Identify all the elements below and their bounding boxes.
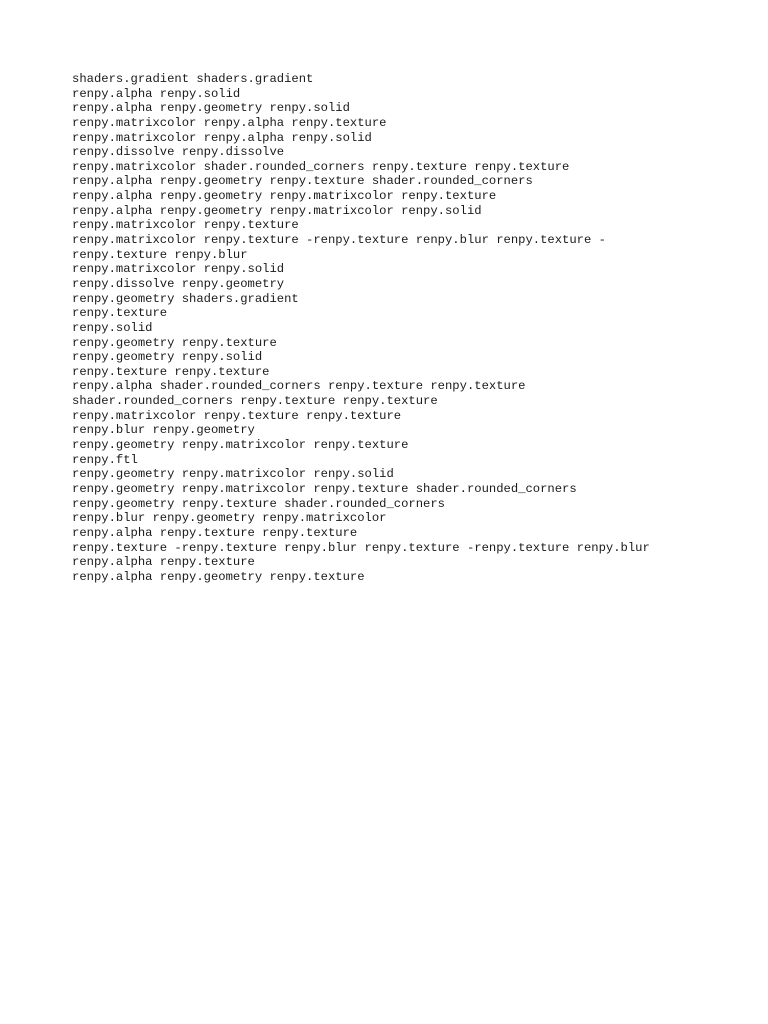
text-line: renpy.matrixcolor renpy.texture -renpy.texture renpy.blur renpy.texture - [72, 233, 606, 248]
text-line: renpy.blur renpy.geometry [72, 423, 255, 438]
text-line: renpy.alpha shader.rounded_corners renpy.texture renpy.texture [72, 379, 526, 394]
text-line: renpy.solid [72, 320, 153, 335]
text-line: renpy.texture renpy.texture [72, 364, 270, 379]
text-line: renpy.dissolve renpy.geometry [72, 276, 285, 291]
text-line: shaders.gradient shaders.gradient [72, 72, 314, 86]
text-line: shader.rounded_corners renpy.texture renpy.texture [72, 394, 438, 409]
text-line: renpy.alpha renpy.geometry renpy.texture [72, 569, 365, 584]
text-line: renpy.geometry renpy.texture shader.rounded_corners [72, 496, 445, 511]
text-line: renpy.texture [72, 306, 168, 321]
text-line: renpy.geometry renpy.solid [72, 350, 263, 365]
text-line: renpy.matrixcolor renpy.solid [72, 262, 285, 277]
text-line: renpy.matrixcolor renpy.texture [72, 218, 299, 233]
text-block [72, 72, 650, 584]
text-line: renpy.geometry renpy.matrixcolor renpy.solid [72, 467, 394, 482]
text-line: renpy.dissolve renpy.dissolve [72, 145, 285, 160]
text-line: renpy.matrixcolor renpy.alpha renpy.texture [72, 115, 387, 130]
text-line: renpy.blur renpy.geometry renpy.matrixcolor [72, 511, 387, 526]
text-line: renpy.geometry renpy.matrixcolor renpy.texture shader.rounded_corners [72, 481, 577, 496]
text-line: renpy.matrixcolor renpy.texture renpy.texture [72, 408, 402, 423]
text-line: renpy.alpha renpy.geometry renpy.matrixcolor renpy.solid [72, 203, 482, 218]
text-line: renpy.alpha renpy.texture renpy.texture [72, 525, 358, 540]
text-line: renpy.matrixcolor shader.rounded_corners renpy.texture renpy.texture [72, 159, 570, 174]
text-line: renpy.alpha renpy.texture [72, 555, 255, 570]
text-line: renpy.matrixcolor renpy.alpha renpy.solid [72, 130, 372, 145]
text-line: renpy.alpha renpy.geometry renpy.texture shader.rounded_corners [72, 174, 533, 189]
text-line: renpy.alpha renpy.solid [72, 86, 241, 101]
text-line: renpy.geometry shaders.gradient [72, 291, 299, 306]
text-line: renpy.ftl [72, 452, 138, 467]
text-line: renpy.alpha renpy.geometry renpy.solid [72, 101, 350, 116]
text-line: renpy.texture -renpy.texture renpy.blur renpy.texture -renpy.texture renpy.blur [72, 540, 650, 555]
text-line: renpy.geometry renpy.texture [72, 335, 277, 350]
text-line: renpy.texture renpy.blur [72, 247, 248, 262]
text-line: renpy.geometry renpy.matrixcolor renpy.texture [72, 438, 409, 453]
text-line: renpy.alpha renpy.geometry renpy.matrixcolor renpy.texture [72, 189, 497, 204]
